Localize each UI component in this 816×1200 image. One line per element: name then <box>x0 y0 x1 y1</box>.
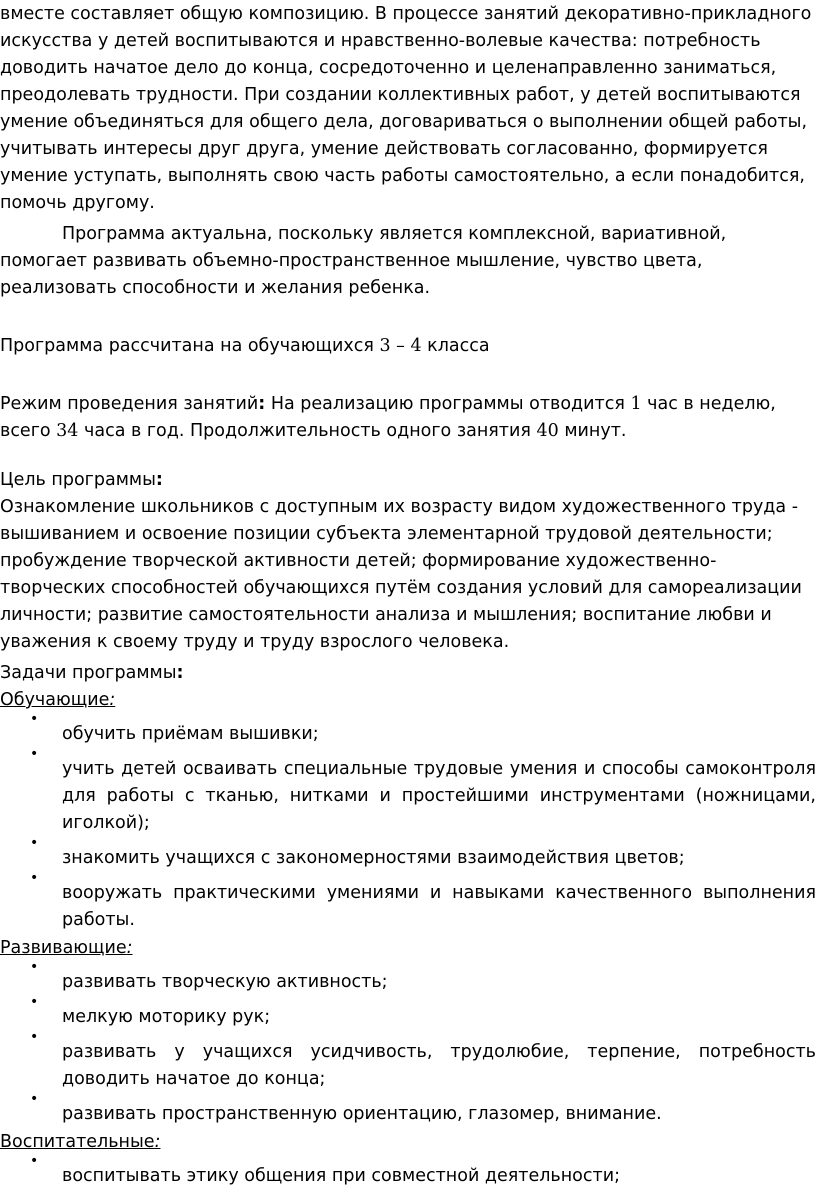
bullet-icon: • <box>30 1029 39 1045</box>
program-for-suffix: класса <box>421 336 490 356</box>
list-item <box>0 994 816 1031</box>
schedule-text-4: минут. <box>558 421 627 441</box>
paragraph-program-for <box>0 329 816 360</box>
list-item <box>0 870 816 934</box>
teaching-subheading <box>0 687 816 714</box>
spacer <box>0 445 816 463</box>
paragraph-relevance: Программа актуальна, поскольку является комплексной, вариативной, помогает развивать объемно-пространственное мышление, чувство цвета, реализовать способности и желания ребенка. <box>0 224 727 298</box>
list-item-text: воспитывать этику общения при совместной деятельности; <box>62 1166 620 1186</box>
schedule-text-2: час в неделю, всего <box>0 394 776 441</box>
teaching-label: Обучающие <box>0 690 110 710</box>
goal-text: Ознакомление школьников с доступным их возрасту видом художественного труда - вышиванием и освоение позиции субъекта элементарной трудовой деятельности; пробуждение творческой активности детей; формирование художественно-творческих способностей обучающихся путём создания условий для самореализации личности; развитие самостоятельности анализа и мышления; воспитание любви и уважения к своему труду и труду взрослого человека. <box>0 497 802 652</box>
bullet-icon: • <box>30 1091 39 1107</box>
schedule-text-3: часа в год. Продолжительность одного занятия <box>78 421 537 441</box>
developing-colon: : <box>126 938 133 958</box>
hours-per-year: 34 <box>56 421 79 441</box>
goal-heading <box>0 463 816 494</box>
tasks-heading-colon: : <box>176 663 184 683</box>
list-item-text: развивать у учащихся усидчивость, трудолюбие, терпение, потребность доводить начатое до конца; <box>62 1042 816 1089</box>
program-for-text: Программа рассчитана на обучающихся <box>0 336 380 356</box>
list-item-text: мелкую моторику рук; <box>62 1007 271 1027</box>
list-item <box>0 711 816 748</box>
schedule-label: Режим проведения занятий <box>0 394 259 414</box>
lesson-minutes: 40 <box>536 421 559 441</box>
goal-heading-colon: : <box>155 470 163 490</box>
list-item <box>0 959 816 996</box>
schedule-colon: : <box>258 394 266 414</box>
developing-label: Развивающие <box>0 938 127 958</box>
paragraph-schedule <box>0 387 816 445</box>
bullet-icon: • <box>30 994 39 1010</box>
list-item <box>0 1029 816 1093</box>
teaching-list <box>0 711 816 934</box>
tasks-heading-text: Задачи программы <box>0 663 177 683</box>
grades-value: 3 – 4 <box>379 336 422 356</box>
upbringing-list <box>0 1153 816 1190</box>
bullet-icon: • <box>30 835 39 851</box>
spacer <box>0 302 816 329</box>
hours-per-week: 1 <box>630 394 642 414</box>
goal-heading-text: Цель программы <box>0 470 156 490</box>
upbringing-colon: : <box>154 1132 161 1152</box>
bullet-icon: • <box>30 1153 39 1169</box>
bullet-icon: • <box>30 959 39 975</box>
bullet-icon: • <box>30 746 39 762</box>
developing-subheading <box>0 935 816 962</box>
spacer <box>0 360 816 387</box>
list-item-text: знакомить учащихся с закономерностями взаимодействия цветов; <box>62 848 685 868</box>
bullet-icon: • <box>30 870 39 886</box>
bullet-icon: • <box>30 711 39 727</box>
paragraph-composition: вместе составляет общую композицию. В процессе занятий декоративно-прикладного искусства у детей воспитываются и нравственно-волевые качества: потребность доводить начатое дело до конца, сосредоточенно и целенаправленно заниматься, преодолевать трудности. При создании коллективных работ, у детей воспитываются умение объединяться для общего дела, договариваться о выполнении общей работы, учитывать интересы друг друга, умение действовать согласованно, формируется умение уступать, выполнять свою часть работы самостоятельно, а если понадобится, помочь другому. <box>0 4 812 213</box>
upbringing-subheading <box>0 1129 816 1156</box>
list-item <box>0 746 816 837</box>
list-item-text: обучить приёмам вышивки; <box>62 724 319 744</box>
list-item <box>0 1091 816 1128</box>
tasks-heading <box>0 656 816 687</box>
list-item-text: вооружать практическими умениями и навыками качественного выполнения работы. <box>62 883 816 930</box>
list-item <box>0 1153 816 1190</box>
upbringing-label: Воспитательные <box>0 1132 155 1152</box>
schedule-text-1: На реализацию программы отводится <box>265 394 631 414</box>
list-item <box>0 835 816 872</box>
list-item-text: развивать творческую активность; <box>62 972 388 992</box>
developing-list <box>0 959 816 1128</box>
list-item-text: учить детей осваивать специальные трудовые умения и способы самоконтроля для работы с тканью, нитками и простейшими инструментами (ножницами, иголкой); <box>62 759 816 833</box>
list-item-text: развивать пространственную ориентацию, глазомер, внимание. <box>62 1104 662 1124</box>
teaching-colon: : <box>109 690 116 710</box>
